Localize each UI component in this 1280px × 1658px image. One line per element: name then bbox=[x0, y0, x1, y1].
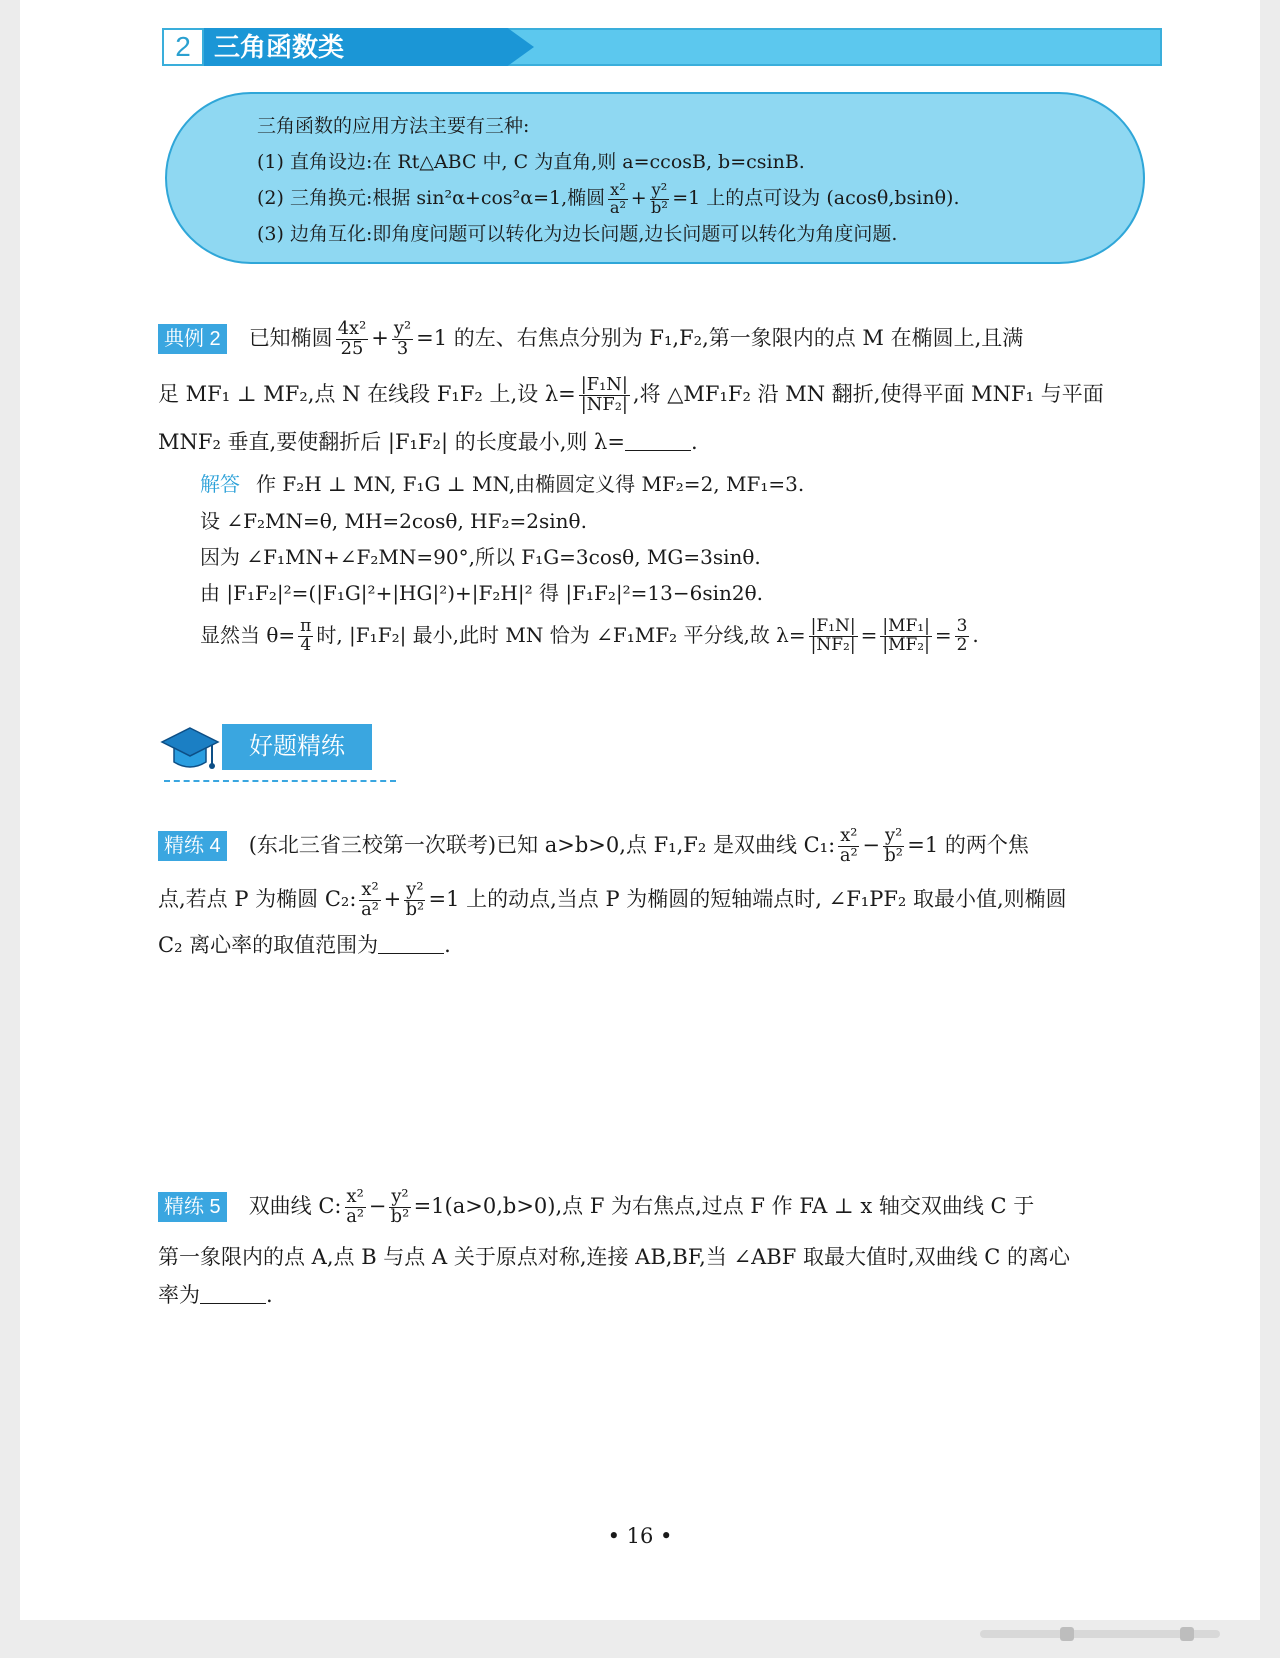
fraction: $\frac{\text{y²}}{3}$ bbox=[393, 318, 412, 359]
scroll-indicator-icon bbox=[980, 1626, 1240, 1642]
summary-box bbox=[165, 92, 1145, 264]
practice-header bbox=[160, 722, 400, 792]
practice4-line-2: 点,若点 P 为椭圆 C₂: $\frac{\text{x²}}{\text{a²}}$ + $\frac{\text{y²}}{\text{b²}}$ =1 上的动点,当点 P 为椭圆的短轴端点时, ∠F₁PF₂ 取最小值,则椭圆 bbox=[158, 879, 1067, 920]
example-line-1: 典例 2 已知椭圆 $\frac{\text{4x²}}{25}$ + $\frac{\text{y²}}{3}$ =1 的左、右焦点分别为 F₁,F₂,第一象限内的点 M 在椭圆上,且满 bbox=[158, 310, 1148, 366]
fraction: $\frac{3}{2}$ bbox=[956, 616, 968, 655]
example-2 bbox=[158, 310, 1148, 462]
practice-5 bbox=[158, 1178, 1148, 1310]
solution-line-2: 设 ∠F₂MN=θ, MH=2cosθ, HF₂=2sinθ. bbox=[200, 509, 587, 533]
fraction: $\frac{\text{x²}}{\text{a²}}$ bbox=[346, 1186, 365, 1227]
summary-item-2: (2) 三角换元:根据 sin²α+cos²α=1,椭圆 $\frac{\text{x²}}{\text{a²}}$ + $\frac{\text{y²}}{\text{b²}}$ =1 上的点可设为 (acosθ,bsinθ). bbox=[257, 179, 960, 217]
fraction: $\frac{\text{x²}}{\text{a²}}$ bbox=[839, 825, 858, 866]
summary-intro: 三角函数的应用方法主要有三种: bbox=[257, 115, 530, 137]
practice5-line-2: 第一象限内的点 A,点 B 与点 A 关于原点对称,连接 AB,BF,当 ∠ABF 取最大值时,双曲线 C 的离心 bbox=[158, 1245, 1071, 1269]
fraction: $\frac{\text{y²}}{\text{b²}}$ bbox=[390, 1186, 410, 1227]
fraction: $\frac{\text{|F₁N|}}{\text{|NF₂|}}$ bbox=[580, 374, 628, 415]
answer-blank bbox=[378, 933, 444, 954]
solution-line-1: 解答 作 F₂H ⊥ MN, F₁G ⊥ MN,由椭圆定义得 MF₂=2, MF₁=3. bbox=[200, 472, 805, 496]
answer-blank bbox=[625, 430, 691, 451]
solution-line-4: 由 |F₁F₂|²=(|F₁G|²+|HG|²)+|F₂H|² 得 |F₁F₂|²=13−6sin2θ. bbox=[200, 581, 763, 605]
fraction: $\frac{\pi}{4}$ bbox=[300, 616, 312, 655]
practice4-tag: 精练 4 bbox=[158, 831, 227, 861]
page-number: • 16 • bbox=[607, 1524, 673, 1548]
practice-header-label: 好题精练 bbox=[222, 724, 372, 770]
practice4-line-1: 精练 4 (东北三省三校第一次联考)已知 a>b>0,点 F₁,F₂ 是双曲线 C₁: $\frac{\text{x²}}{\text{a²}}$ − $\frac{\text{y²}}{\text{b²}}$ =1 的两个焦 bbox=[158, 818, 1148, 872]
section-header bbox=[162, 28, 1162, 66]
fraction: $\frac{\text{y²}}{\text{b²}}$ bbox=[651, 179, 668, 217]
solution-line-5: 显然当 θ= $\frac{\pi}{4}$ 时, |F₁F₂| 最小,此时 MN 恰为 ∠F₁MF₂ 平分线,故 λ= $\frac{\text{|F₁N|}}{\text{|NF₂|}}$ = $\frac{\text{|MF₁|}}{\text{|MF₂|}}$ = $\frac{3}{2}$ . bbox=[200, 616, 979, 655]
summary-item-1: (1) 直角设边:在 Rt△ABC 中, C 为直角,则 a=ccosB, b=csinB. bbox=[257, 151, 805, 173]
section-title: 三角函数类 bbox=[214, 32, 345, 62]
practice5-line-1: 精练 5 双曲线 C: $\frac{\text{x²}}{\text{a²}}$ − $\frac{\text{y²}}{\text{b²}}$ =1(a>0,b>0),点 F 为右焦点,过点 F 作 FA ⊥ x 轴交双曲线 C 于 bbox=[158, 1178, 1148, 1234]
fraction: $\frac{\text{|F₁N|}}{\text{|NF₂|}}$ bbox=[810, 616, 856, 655]
summary-item-3: (3) 边角互化:即角度问题可以转化为边长问题,边长问题可以转化为角度问题. bbox=[257, 223, 898, 246]
answer-blank bbox=[200, 1283, 266, 1304]
fraction: $\frac{\text{|MF₁|}}{\text{|MF₂|}}$ bbox=[882, 616, 930, 655]
example-tag: 典例 2 bbox=[158, 324, 227, 354]
practice4-line-3: C₂ 离心率的取值范围为 . bbox=[158, 933, 451, 957]
example-line-3: MNF₂ 垂直,要使翻折后 |F₁F₂| 的长度最小,则 λ= . bbox=[158, 430, 698, 454]
document-page bbox=[20, 0, 1260, 1620]
fraction: $\frac{\text{y²}}{\text{b²}}$ bbox=[884, 825, 903, 866]
practice-4 bbox=[158, 818, 1148, 964]
graduation-cap-icon bbox=[160, 722, 220, 778]
example-line-2: 足 MF₁ ⊥ MF₂,点 N 在线段 F₁F₂ 上,设 λ= $\frac{\text{|F₁N|}}{\text{|NF₂|}}$ ,将 △MF₁F₂ 沿 MN 翻折,使得平面 MNF₁ 与平面 bbox=[158, 374, 1104, 415]
fraction: $\frac{\text{x²}}{\text{a²}}$ bbox=[361, 879, 379, 920]
fraction: $\frac{\text{y²}}{\text{b²}}$ bbox=[405, 879, 425, 920]
practice5-line-3: 率为 . bbox=[158, 1283, 273, 1307]
fraction: $\frac{\text{x²}}{\text{a²}}$ bbox=[609, 179, 626, 217]
section-number: 2 bbox=[162, 28, 204, 66]
practice5-tag: 精练 5 bbox=[158, 1192, 227, 1222]
solution-line-3: 因为 ∠F₁MN+∠F₂MN=90°,所以 F₁G=3cosθ, MG=3sinθ. bbox=[200, 545, 761, 569]
practice-header-divider bbox=[164, 780, 396, 782]
solution bbox=[200, 466, 1140, 655]
fraction: $\frac{\text{4x²}}{25}$ bbox=[337, 318, 367, 359]
solution-label: 解答 bbox=[200, 474, 240, 496]
